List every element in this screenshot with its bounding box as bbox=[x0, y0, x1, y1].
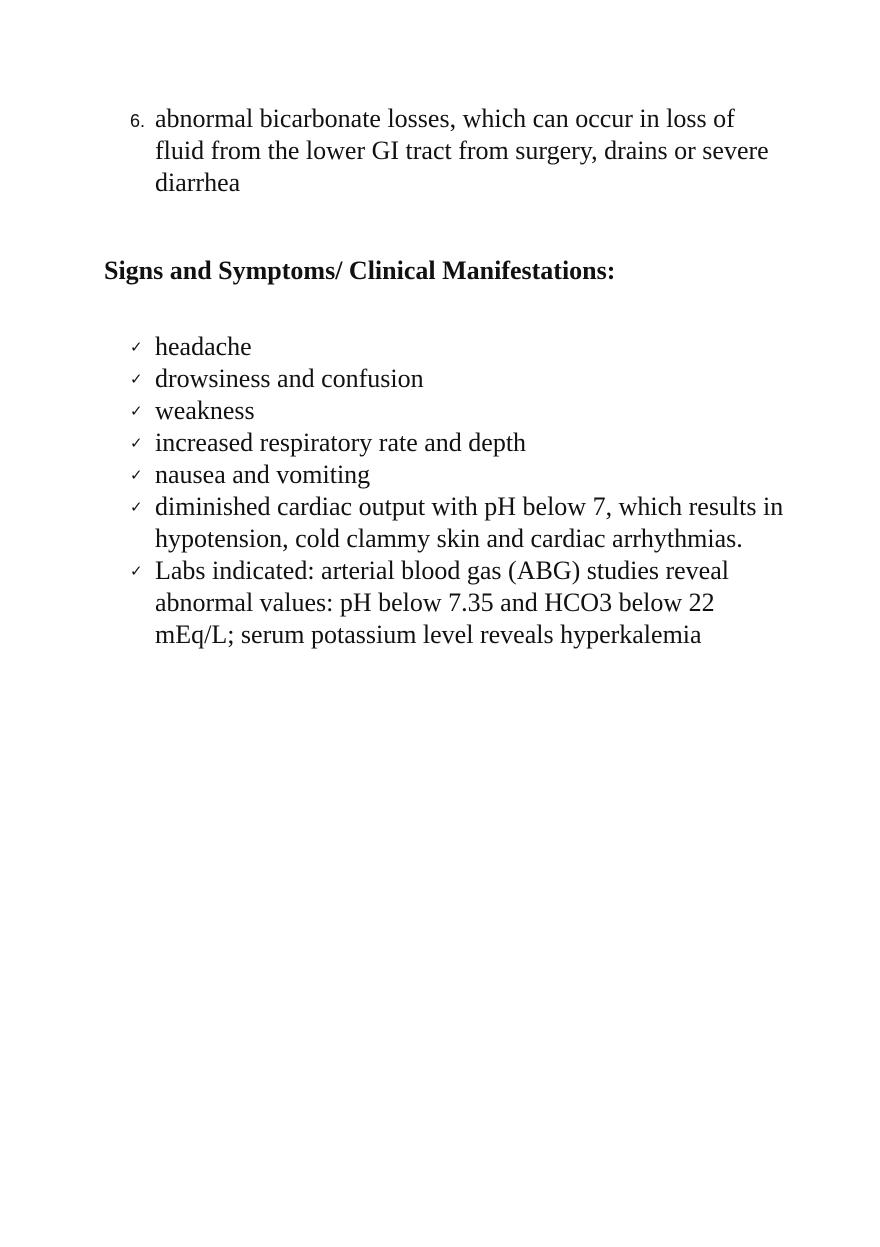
symptom-list-item bbox=[130, 331, 790, 363]
symptom-text: drowsiness and confusion bbox=[155, 364, 424, 393]
numbered-list-item-6 bbox=[130, 103, 790, 199]
symptom-list bbox=[130, 331, 790, 651]
symptom-list-item bbox=[130, 491, 790, 555]
checkmark-icon: ✓ bbox=[130, 466, 143, 484]
symptom-text: weakness bbox=[155, 396, 255, 425]
checkmark-icon: ✓ bbox=[130, 370, 143, 388]
symptom-text: Labs indicated: arterial blood gas (ABG) studies reveal abnormal values: pH below 7.35 and HCO3 below 22 mEq/L; serum potassium level reveals hyperkalemia bbox=[155, 556, 729, 649]
symptom-text: diminished cardiac output with pH below 7, which results in hypotension, cold clammy skin and cardiac arrhythmias. bbox=[155, 492, 784, 553]
symptom-list-item bbox=[130, 459, 790, 491]
checkmark-icon: ✓ bbox=[130, 498, 143, 516]
symptom-list-item bbox=[130, 395, 790, 427]
symptom-text: nausea and vomiting bbox=[155, 460, 371, 489]
list-item-number: 6. bbox=[130, 111, 146, 131]
symptom-list-item bbox=[130, 363, 790, 395]
checkmark-icon: ✓ bbox=[130, 434, 143, 452]
list-item-text: abnormal bicarbonate losses, which can occur in loss of fluid from the lower GI tract from surgery, drains or severe diarrhea bbox=[155, 104, 769, 197]
symptom-list-item bbox=[130, 555, 790, 651]
symptom-text: headache bbox=[155, 332, 252, 361]
checkmark-icon: ✓ bbox=[130, 338, 143, 356]
symptom-list-item bbox=[130, 427, 790, 459]
checkmark-icon: ✓ bbox=[130, 562, 143, 580]
symptom-text: increased respiratory rate and depth bbox=[155, 428, 527, 457]
section-heading: Signs and Symptoms/ Clinical Manifestations: bbox=[104, 256, 616, 285]
checkmark-icon: ✓ bbox=[130, 402, 143, 420]
